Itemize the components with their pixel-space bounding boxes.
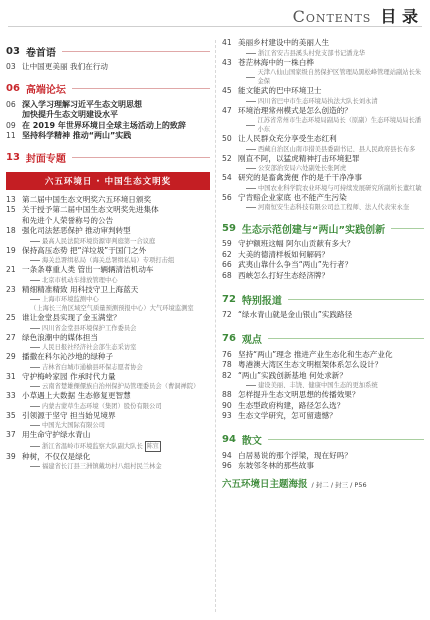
entry-page: 23: [6, 284, 16, 294]
entry-subtitle-text: 海关总署缉私局（海关总署缉私局）专项打击组: [42, 257, 175, 264]
entry-subtitle: [222, 164, 424, 173]
entry-page: 29: [6, 352, 16, 361]
entry-subtitle-text: 建设美丽、丰饶、健康中国生态的更加系统: [258, 382, 378, 389]
section-rule: [72, 157, 210, 158]
section-page: 13: [6, 152, 20, 163]
entry-page: 21: [6, 265, 16, 274]
entry-title: 守护梅岭家园 作承时代力量: [22, 371, 116, 381]
entry-title: 在 2019 年世界环境日全球主场活动上的致辞: [22, 120, 186, 130]
section-title: 特别报道: [241, 295, 282, 307]
right-column: [222, 38, 424, 490]
entry-subtitle-text: 内蒙古蒙草生态环境（集团）股份有限公司: [42, 402, 162, 410]
toc-entry[interactable]: [222, 401, 424, 412]
entry-page: 33: [6, 391, 16, 400]
entry-subtitle: [222, 381, 424, 390]
poster-footer: [222, 476, 424, 490]
entry-page: 47: [222, 105, 232, 115]
section-page: 94: [222, 434, 236, 445]
cover-topic-banner: 六五环境日 · 中国生态文明奖: [6, 172, 210, 190]
entry-page: 50: [222, 134, 232, 143]
entry-subtitle: [6, 421, 210, 430]
entry-subtitle: [6, 324, 210, 333]
toc-entry[interactable]: [6, 452, 210, 463]
entry-subtitle-text: 四川省金堂县环境保护工作委员会: [42, 324, 137, 332]
entry-page: 93: [222, 411, 232, 420]
toc-entry[interactable]: [222, 134, 424, 145]
entry-page: 39: [6, 451, 16, 461]
entry-title: 宁肯赔企业家底 也不能产生污染: [238, 192, 347, 202]
entry-subtitle-text: 吉林省白城市通榆县环保志愿者协会: [42, 363, 143, 371]
entry-subtitle-text: 云南省楚雄傈僳族自治州保护局管理委员会（曹洞禅院）: [42, 383, 200, 390]
entry-page: 96: [222, 461, 232, 470]
entry-title: 谁让金堂县实现了金玉满堂？: [22, 313, 121, 322]
toc-entry[interactable]: [6, 205, 210, 216]
toc-entry[interactable]: [222, 310, 424, 321]
entry-page: 13: [6, 194, 16, 204]
section-page: 76: [222, 333, 236, 344]
entry-title: 强化司法惩恶保护 推动审判转型: [22, 226, 131, 235]
entry-page: 31: [6, 371, 16, 381]
entry-title: 绿色浪潮中的媒体担当: [22, 332, 98, 342]
entry-page: 18: [6, 226, 16, 235]
entry-title: 生态型政府构建，路径怎么选？: [238, 400, 345, 410]
entry-subtitle-text: 上海市环境监测中心: [42, 296, 99, 303]
entry-subtitle: [222, 184, 424, 193]
entry-title: 刚直不阿，以猛虎精神打击环境犯罪: [238, 153, 360, 163]
toc-entry[interactable]: [222, 38, 424, 49]
entry-title: 西峡怎么打好生态经济牌？: [238, 270, 330, 280]
entry-title: 让中国更美丽 我们在行动: [22, 62, 108, 71]
toc-entry[interactable]: [222, 260, 424, 271]
entry-title: “两山”实践创新基地 何处求新？: [238, 370, 347, 380]
toc-entry[interactable]: [222, 390, 424, 401]
toc-entry[interactable]: [222, 250, 424, 261]
section-header-special: [222, 288, 424, 310]
entry-title: 武夷山靠什么争当“两山”先行者？: [238, 260, 353, 269]
section-rule: [268, 439, 424, 440]
entry-page: 52: [222, 153, 232, 163]
entry-page: 54: [222, 173, 232, 182]
section-page: 72: [222, 293, 236, 305]
name-box: 陈宜: [146, 442, 159, 450]
entry-page: 41: [222, 38, 232, 47]
entry-subtitle: [6, 276, 210, 285]
entry-title: 苍茫林海中的一株白桦: [238, 57, 314, 67]
entry-title: 一条条尊重人类 管出一辆辆清洁机动车: [22, 265, 154, 274]
entry-subtitle-text: 浙江省温岭市环境监察大队副大队长: [42, 442, 143, 450]
entry-title: 保持高压态势 把“洋垃圾”于国门之外: [22, 245, 147, 255]
entry-page: 88: [222, 390, 232, 399]
entry-page: 37: [6, 430, 16, 439]
entry-subtitle: [6, 363, 210, 372]
entry-title: 小草遇上大数据 生态修复更智慧: [22, 391, 131, 400]
entry-subtitle: [222, 97, 424, 106]
toc-entry[interactable]: [6, 110, 210, 121]
entry-subtitle-text: 福建省长汀县三洲镇戴坊村八组村民兰林金: [42, 463, 162, 470]
section-header-cover-topic: [6, 147, 210, 169]
contents-title-zh: 目 录: [380, 7, 418, 26]
toc-entry[interactable]: [222, 451, 424, 462]
contents-title-en: Contents: [292, 7, 372, 26]
section-title: 卷首语: [25, 47, 56, 59]
entry-subtitle-text: 河南恒安生态科技有限公司总工程师、法人代表宋永奎: [258, 204, 410, 211]
header-divider: [8, 26, 422, 27]
entry-subtitle-text: 中国光大国际有限公司: [42, 422, 105, 429]
toc-entry[interactable]: [6, 62, 210, 73]
entry-title: 白居易说的那个浮梁，现在好吗？: [238, 450, 352, 460]
section-rule: [72, 88, 210, 89]
section-page: 06: [6, 83, 20, 94]
toc-entry[interactable]: [222, 411, 424, 422]
entry-page: 03: [6, 62, 16, 71]
toc-entry[interactable]: [222, 360, 424, 371]
entry-page: 45: [222, 86, 232, 95]
toc-entry[interactable]: [6, 372, 210, 383]
entry-page: 06: [6, 99, 16, 109]
section-title: 散文: [241, 436, 262, 447]
entry-subtitle-text: 四川省巴中市生态环境局执法大队长刘永清: [258, 97, 378, 105]
entry-title: 让人民群众充分享受生态红利: [238, 134, 337, 143]
poster-pages: / 封二 / 封三 / P56: [311, 480, 367, 489]
toc-entry[interactable]: [6, 246, 210, 257]
section-header-forum: [6, 78, 210, 100]
entry-title: 粤港澳大湾区生态文明框架体系怎么设计？: [238, 360, 383, 369]
entry-subtitle: [6, 237, 210, 246]
entry-page: 76: [222, 349, 232, 359]
entry-title: 第二届中国生态文明奖六五环境日颁奖: [22, 194, 152, 204]
entry-subtitle-text: 最高人民法院环境资源审判庭第一合议庭: [42, 237, 156, 245]
entry-title: 能文能武的巴中环境卫士: [238, 86, 322, 95]
entry-subtitle: [6, 441, 210, 452]
entry-page: 90: [222, 400, 232, 410]
toc-entry[interactable]: [222, 371, 424, 382]
entry-title: 守护额班这幅 阿尔山贡献有多大？: [238, 239, 355, 248]
section-title: 生态示范创建与“两山”实践创新: [241, 224, 386, 236]
entry-title: 关于授予第二届中国生态文明奖先进集体: [22, 205, 159, 214]
section-header-prose: [222, 429, 424, 451]
entry-subtitle: [6, 256, 210, 265]
entry-page: 19: [6, 245, 16, 255]
toc-entry[interactable]: [6, 100, 210, 111]
entry-title: 东坡邻冬林的那些故事: [238, 461, 314, 470]
toc-entry[interactable]: [222, 350, 424, 361]
entry-subtitle-text: 浙江省安吉县溪头村党支部书记潘龙华: [258, 49, 366, 57]
entry-subtitle-text: 人民日报社经济社会部生态采访室: [42, 344, 137, 351]
entry-subtitle-text: 江苏省常州市生态环境局副局长（原副）生态环境局局长潘小东: [257, 117, 422, 133]
entry-page: 59: [222, 239, 232, 248]
toc-entry[interactable]: [6, 411, 210, 422]
entry-subtitle-text: 天津八仙山国家级自然保护区管理局黑松峰管理站副站长朱金保: [257, 69, 422, 85]
entry-title: 引领源于坚守 担当始见境界: [22, 410, 116, 420]
entry-page: 66: [222, 260, 232, 269]
entry-subtitle: [6, 295, 210, 304]
toc-entry[interactable]: [6, 430, 210, 441]
entry-page: 68: [222, 270, 232, 280]
entry-page: 11: [6, 131, 16, 140]
section-header-viewpoint: [222, 328, 424, 350]
entry-page: 94: [222, 450, 232, 460]
entry-subtitle-text: 公安部治安局六处副处长张阿虎: [258, 165, 347, 172]
poster-title[interactable]: 六五环境日主题海报: [222, 478, 308, 490]
entry-title: 坚持“两山”理念 推进产业生态化和生态产业化: [238, 349, 393, 359]
toc-entry[interactable]: [6, 131, 210, 142]
entry-page: 72: [222, 310, 232, 319]
toc-entry[interactable]: [222, 86, 424, 97]
section-header-demo: [222, 217, 424, 239]
entry-title: 怎样提升生态文明思想的传播效果？: [238, 390, 360, 399]
section-title: 观点: [241, 335, 262, 346]
toc-entry[interactable]: [222, 58, 424, 69]
toc-entry[interactable]: [222, 154, 424, 165]
toc-entry[interactable]: [6, 285, 210, 296]
section-title: 高端论坛: [25, 85, 66, 96]
entry-title: 和先进个人荣誉称号的公告: [22, 215, 114, 225]
column-divider: [215, 40, 216, 612]
entry-subtitle: [6, 304, 210, 313]
contents-heading: [293, 4, 418, 27]
entry-title: 精细精准精致 用科技守卫上海蓝天: [22, 284, 139, 294]
toc-entry-continued[interactable]: [6, 216, 210, 227]
entry-title: 生态文学研究，怎可留遗憾？: [238, 411, 337, 420]
entry-title: 加快提升生态文明建设水平: [22, 110, 118, 119]
entry-page: 35: [6, 410, 16, 420]
entry-title: 大美的德清样板如何解码？: [238, 249, 330, 259]
entry-subtitle-text: 中国农业科学院农业环境与可持续发展研究所副所长董红敏: [258, 184, 422, 192]
entry-subtitle-text: 北京市机动车排放管理中心: [42, 276, 118, 284]
toc-entry[interactable]: [222, 193, 424, 204]
entry-page: 78: [222, 360, 232, 369]
toc-entry[interactable]: [222, 173, 424, 184]
left-column: [6, 38, 210, 471]
toc-entry[interactable]: [222, 461, 424, 472]
entry-title: “绿水青山就是金山银山”实践路径: [238, 310, 353, 319]
entry-page: 43: [222, 57, 232, 67]
entry-subtitle: [6, 343, 210, 352]
section-page: 59: [222, 222, 236, 234]
section-header-juanshouyu: [6, 40, 210, 62]
entry-page: 25: [6, 313, 16, 322]
entry-subtitle: [6, 382, 210, 391]
entry-page: 27: [6, 332, 16, 342]
toc-entry[interactable]: [222, 239, 424, 250]
toc-entry[interactable]: [6, 391, 210, 402]
entry-title: 美丽乡村建设中的美丽人生: [238, 38, 330, 47]
toc-entry[interactable]: [222, 271, 424, 282]
entry-subtitle: [222, 145, 424, 154]
entry-page: 62: [222, 249, 232, 259]
entry-subtitle-text: （上海长三角区域空气质量预测预报中心）大气环境监测室: [30, 305, 194, 312]
entry-title: 用生命守护绿水青山: [22, 430, 91, 439]
entry-title: 研究的是畜禽粪便 作的是千干净净事: [238, 173, 362, 182]
entry-subtitle-text: 西藏自治区山南市措美县委副书记、县人民政府县长布多: [258, 145, 416, 153]
toc-entry[interactable]: [6, 352, 210, 363]
section-rule: [288, 299, 424, 300]
entry-subtitle: [222, 68, 424, 86]
entry-page: 09: [6, 120, 16, 130]
entry-subtitle: [6, 402, 210, 411]
entry-page: 82: [222, 370, 232, 380]
toc-entry[interactable]: [222, 106, 424, 117]
entry-title: 播撒在科尔沁沙地的绿种子: [22, 352, 114, 361]
entry-subtitle: [222, 203, 424, 212]
section-rule: [268, 338, 424, 339]
toc-entry[interactable]: [6, 121, 210, 132]
section-page: 03: [6, 45, 20, 57]
toc-entry[interactable]: [6, 265, 210, 276]
entry-page: 56: [222, 192, 232, 202]
entry-title: 种树，不仅仅是绿化: [22, 451, 91, 461]
header: [0, 0, 430, 38]
entry-title: 深入学习理解习近平生态文明思想: [22, 99, 142, 109]
entry-subtitle: [222, 49, 424, 58]
toc-entry[interactable]: [6, 333, 210, 344]
toc-entry[interactable]: [6, 226, 210, 237]
section-rule: [391, 228, 424, 229]
entry-title: 环境治理常州模式是怎么创造的？: [238, 105, 352, 115]
entry-page: 15: [6, 205, 16, 214]
entry-subtitle: [222, 116, 424, 134]
section-rule: [62, 51, 210, 52]
toc-entry[interactable]: [6, 313, 210, 324]
toc-entry[interactable]: [6, 195, 210, 206]
entry-subtitle: [6, 462, 210, 471]
section-title: 封面专题: [25, 154, 66, 165]
entry-title: 坚持科学精神 推动“两山”实践: [22, 131, 132, 140]
